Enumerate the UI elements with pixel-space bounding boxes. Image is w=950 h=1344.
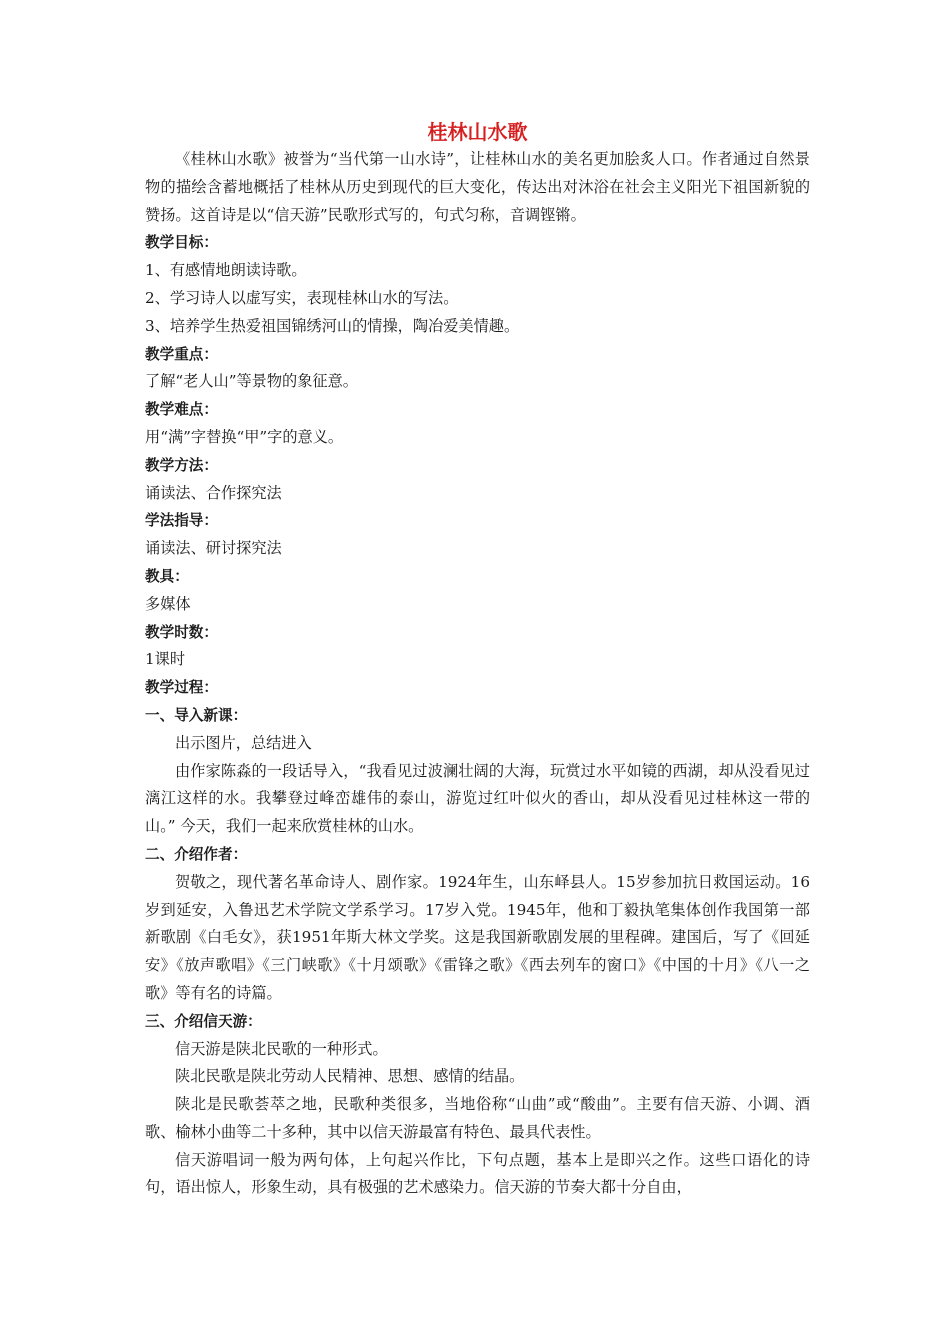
document-page xyxy=(145,118,810,1202)
part1-heading: 一、导入新课： xyxy=(145,706,248,724)
part3-paragraph-2: 陕北民歌是陕北劳动人民精神、思想、感情的结晶。 xyxy=(175,1067,525,1086)
goals-heading: 教学目标： xyxy=(145,234,218,252)
part1-paragraph-1: 出示图片，总结进入 xyxy=(175,733,312,752)
part3-heading: 三、介绍信天游： xyxy=(145,1012,262,1030)
part2-paragraph-1: 贺敬之，现代著名革命诗人、剧作家。1924年生，山东峄县人。15岁参加抗日救国运动。16岁到延安，入鲁迅艺术学院文学系学习。17岁入党。1945年，他和丁毅执笔集体创作我国第一部新歌剧《白毛女》，获1951年斯大林文学奖。这是我国新歌剧发展的里程碑。建国后，写了《回延安》《放声歌唱》《三门峡歌》《十月颂歌》《雷锋之歌》《西去列车的窗口》《中国的十月》《八一之歌》等有名的诗篇。 xyxy=(145,872,810,1002)
tools-text: 多媒体 xyxy=(145,594,191,613)
part3-paragraph-4: 信天游唱词一般为两句体，上句起兴作比，下句点题，基本上是即兴之作。这些口语化的诗句，语出惊人，形象生动，具有极强的艺术感染力。信天游的节奏大都十分自由， xyxy=(145,1150,810,1197)
method-text: 诵读法、合作探究法 xyxy=(145,483,282,502)
part3-paragraph-1: 信天游是陕北民歌的一种形式。 xyxy=(175,1039,388,1058)
intro-paragraph: 《桂林山水歌》被誉为“当代第一山水诗”，让桂林山水的美名更加脍炙人口。作者通过自然景物的描绘含蓄地概括了桂林从历史到现代的巨大变化，传达出对沐浴在社会主义阳光下祖国新貌的赞扬。这首诗是以“信天游”民歌形式写的，句式匀称，音调铿锵。 xyxy=(145,150,810,224)
goal-item-3: 3、培养学生热爱祖国锦绣河山的情操，陶冶爱美情趣。 xyxy=(145,316,520,335)
hours-text: 1课时 xyxy=(145,650,186,669)
process-heading: 教学过程： xyxy=(145,679,218,697)
difficulty-heading: 教学难点： xyxy=(145,401,218,419)
hours-heading: 教学时数： xyxy=(145,623,218,641)
key-heading: 教学重点： xyxy=(145,345,218,363)
study-heading: 学法指导： xyxy=(145,512,218,530)
difficulty-text: 用“满”字替换“甲”字的意义。 xyxy=(145,427,344,446)
study-text: 诵读法、研讨探究法 xyxy=(145,539,282,558)
goal-item-2: 2、学习诗人以虚写实，表现桂林山水的写法。 xyxy=(145,288,459,307)
goal-item-1: 1、有感情地朗读诗歌。 xyxy=(145,261,307,280)
part1-paragraph-2: 由作家陈淼的一段话导入，“我看见过波澜壮阔的大海，玩赏过水平如镜的西湖，却从没看见过漓江这样的水。我攀登过峰峦雄伟的泰山，游览过红叶似火的香山，却从没看见过桂林这一带的山。” 今天，我们一起来欣赏桂林的山水。 xyxy=(145,761,810,836)
part2-heading: 二、介绍作者： xyxy=(145,845,248,863)
document-title: 桂林山水歌 xyxy=(427,120,528,144)
tools-heading: 教具： xyxy=(145,567,189,585)
part3-paragraph-3: 陕北是民歌荟萃之地，民歌种类很多，当地俗称“山曲”或“酸曲”。主要有信天游、小调、酒歌、榆林小曲等二十多种，其中以信天游最富有特色、最具代表性。 xyxy=(145,1095,810,1141)
method-heading: 教学方法： xyxy=(145,456,218,474)
key-text: 了解“老人山”等景物的象征意。 xyxy=(145,372,358,391)
